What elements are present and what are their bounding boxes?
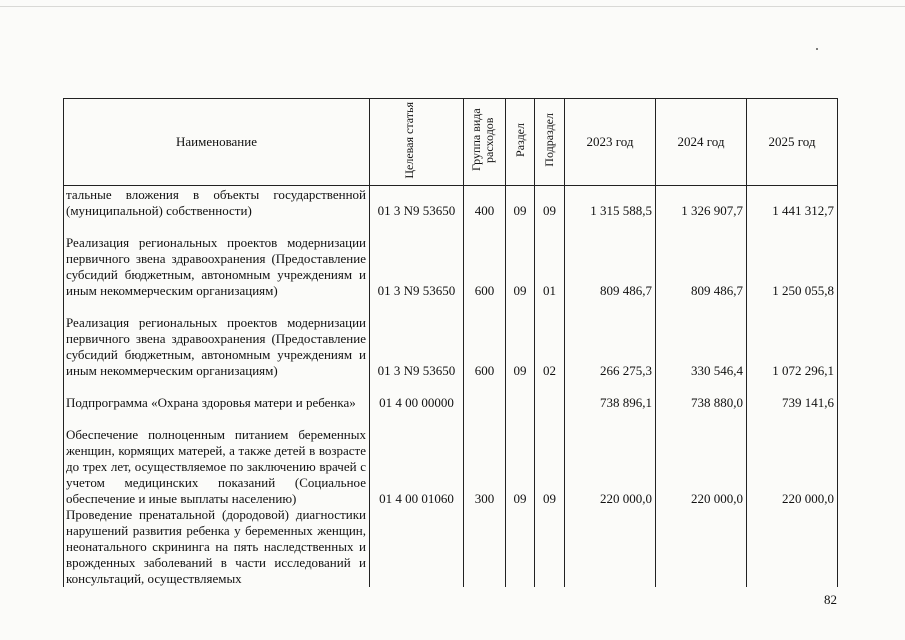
row-code: 01 3 N9 53650 — [370, 219, 464, 299]
row-name: Реализация региональных проектов модернизации первичного звена здравоохранения (Предоставление субсидий бюджетным, автономным учреждениям и иным некоммерческим организациям) — [64, 299, 370, 379]
top-rule — [0, 6, 905, 7]
row-name: Подпрограмма «Охрана здоровья матери и ребенка» — [64, 379, 370, 411]
row-code: 01 4 00 01060 — [370, 411, 464, 507]
row-name: Реализация региональных проектов модернизации первичного звена здравоохранения (Предоставление субсидий бюджетным, автономным учреждениям и иным некоммерческим организациям) — [64, 219, 370, 299]
table-row — [64, 219, 838, 299]
row-2025: 220 000,0 — [747, 411, 838, 507]
budget-table — [63, 98, 838, 587]
row-2023 — [565, 507, 656, 587]
header-group: Группа вида расходов — [464, 99, 506, 186]
row-code: 01 4 00 00000 — [370, 379, 464, 411]
row-subsection — [535, 379, 565, 411]
row-2024: 220 000,0 — [656, 411, 747, 507]
row-code: 01 3 N9 53650 — [370, 299, 464, 379]
row-name: Обеспечение полноценным питанием беременных женщин, кормящих матерей, а также детей в возрасте до трех лет, осуществляемое по заключению врачей с учетом медицинских показаний (Социальное обеспечение и иные выплаты населению) — [64, 411, 370, 507]
row-name: Проведение пренатальной (дородовой) диагностики нарушений развития ребенка у беременных женщин, неонатального скрининга на пять наследственных и врожденных заболеваний в части исследований и консультаций, осуществляемых — [64, 507, 370, 587]
row-subsection: 09 — [535, 411, 565, 507]
header-section: Раздел — [506, 99, 535, 186]
row-2023: 738 896,1 — [565, 379, 656, 411]
row-2025: 1 072 296,1 — [747, 299, 838, 379]
table-row — [64, 299, 838, 379]
row-group: 300 — [464, 411, 506, 507]
row-2023: 1 315 588,5 — [565, 186, 656, 219]
table-header-row — [64, 99, 838, 186]
header-target: Целевая статья — [370, 99, 464, 186]
row-subsection: 09 — [535, 186, 565, 219]
row-2023: 220 000,0 — [565, 411, 656, 507]
row-code — [370, 507, 464, 587]
table-row — [64, 411, 838, 507]
row-2024: 1 326 907,7 — [656, 186, 747, 219]
row-subsection: 02 — [535, 299, 565, 379]
row-2023: 809 486,7 — [565, 219, 656, 299]
scan-mark — [816, 48, 818, 50]
row-2025 — [747, 507, 838, 587]
header-subsection: Подраздел — [535, 99, 565, 186]
row-section — [506, 379, 535, 411]
table-row — [64, 186, 838, 219]
table-row — [64, 379, 838, 411]
row-2024: 809 486,7 — [656, 219, 747, 299]
row-2024: 738 880,0 — [656, 379, 747, 411]
row-subsection — [535, 507, 565, 587]
table-row — [64, 507, 838, 587]
row-group: 400 — [464, 186, 506, 219]
row-group: 600 — [464, 219, 506, 299]
page-number: 82 — [824, 592, 837, 607]
row-2025: 1 250 055,8 — [747, 219, 838, 299]
row-group — [464, 379, 506, 411]
row-group: 600 — [464, 299, 506, 379]
row-section: 09 — [506, 411, 535, 507]
row-section: 09 — [506, 299, 535, 379]
row-section — [506, 507, 535, 587]
row-code: 01 3 N9 53650 — [370, 186, 464, 219]
row-section: 09 — [506, 219, 535, 299]
row-section: 09 — [506, 186, 535, 219]
row-2025: 739 141,6 — [747, 379, 838, 411]
row-2025: 1 441 312,7 — [747, 186, 838, 219]
header-2024: 2024 год — [656, 99, 747, 186]
row-2023: 266 275,3 — [565, 299, 656, 379]
row-subsection: 01 — [535, 219, 565, 299]
row-name: тальные вложения в объекты государственной (муниципальной) собственности) — [64, 186, 370, 219]
row-2024 — [656, 507, 747, 587]
header-2025: 2025 год — [747, 99, 838, 186]
header-2023: 2023 год — [565, 99, 656, 186]
row-group — [464, 507, 506, 587]
header-name: Наименование — [64, 99, 370, 186]
row-2024: 330 546,4 — [656, 299, 747, 379]
